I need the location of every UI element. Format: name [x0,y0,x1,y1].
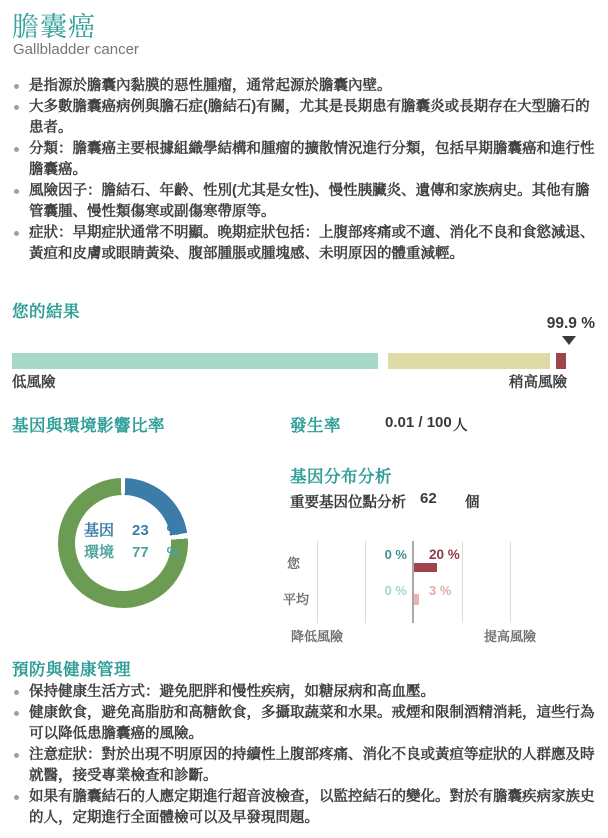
donut-env-row [84,542,180,564]
page-subtitle: Gallbladder cancer [13,41,139,58]
intro-bullet-list [12,76,596,265]
donut-gene-row [84,520,180,542]
loci-label: 重要基因位點分析 [290,495,406,511]
risk-bar-marker-segment [556,353,566,369]
avg-decrease-value: 0 % [384,583,407,598]
risk-bar-low-label: 低風險 [12,375,56,391]
results-heading: 您的結果 [12,303,80,321]
prevention-bullet-list [12,682,596,829]
incidence-heading: 發生率 [290,417,341,435]
gene-analysis-heading: 基因分布分析 [290,468,392,486]
gridline [365,541,366,623]
intro-bullet: 分類：膽囊癌主要根據組織學結構和腫瘤的擴散情況進行分類，包括早期膽囊癌和進行性膽囊癌。 [12,139,596,181]
incidence-value: 0.01 / 100 [385,414,452,431]
ratio-heading: 基因與環境影響比率 [12,417,165,435]
intro-bullet: 風險因子：膽結石、年齡、性別(尤其是女性)、慢性胰臟炎、遺傳和家族病史。其他有膽管囊腫、慢性類傷寒或副傷寒帶原等。 [12,181,596,223]
you-increase-value: 20 % [429,547,460,562]
center-gridline [412,541,414,623]
incidence-unit: 人 [453,418,468,434]
env-label: 環境 [84,544,115,561]
row-avg-label: 平均 [283,592,310,607]
prevention-bullet: 如果有膽囊結石的人應定期進行超音波檢查，以監控結石的變化。對於有膽囊疾病家族史的人，定期進行全面體檢可以及早發現問題。 [12,787,596,829]
prevention-heading: 預防與健康管理 [12,661,131,679]
risk-comparison-chart [283,538,538,646]
risk-bar-low-segment [12,353,378,369]
risk-marker-value: 99.9 % [546,315,595,332]
intro-bullet: 大多數膽囊癌病例與膽石症(膽結石)有關，尤其是長期患有膽囊炎或長期存在大型膽石的患者。 [12,97,596,139]
loci-count: 62 [420,490,437,507]
gridline [510,541,511,623]
axis-left-label: 降低風險 [291,629,344,644]
env-percent-sign: % [166,544,180,561]
gene-environment-donut-chart [58,478,188,608]
intro-bullet: 是指源於膽囊內黏膜的惡性腫瘤，通常起源於膽囊內壁。 [12,76,596,97]
intro-bullet: 症狀：早期症狀通常不明顯。晚期症狀包括：上腹部疼痛或不適、消化不良和食慾減退、黃疸和皮膚或眼睛黃染、腹部腫脹或腫塊感、未明原因的體重減輕。 [12,223,596,265]
prevention-bullet: 保持健康生活方式：避免肥胖和慢性疾病，如糖尿病和高血壓。 [12,682,596,703]
page-title: 膽囊癌 [12,12,96,42]
risk-bar [12,353,566,369]
gridline [317,541,318,623]
risk-bar-high-label: 稍高風險 [509,375,567,391]
axis-right-label: 提高風險 [484,629,537,644]
row-you-label: 您 [287,556,301,571]
env-value: 77 [131,544,149,561]
avg-increase-value: 3 % [429,583,452,598]
risk-marker-triangle-icon [562,336,576,345]
gene-percent-sign: % [166,522,180,539]
donut-center-legend [84,520,180,564]
you-decrease-value: 0 % [384,547,407,562]
loci-unit: 個 [465,495,480,511]
risk-bar-high-segment [388,353,550,369]
you-bar [414,563,437,572]
prevention-bullet: 健康飲食，避免高脂肪和高糖飲食，多攝取蔬菜和水果。戒煙和限制酒精消耗，這些行為可以降低患膽囊癌的風險。 [12,703,596,745]
gene-label: 基因 [84,522,115,539]
avg-bar [414,594,419,605]
gridline [462,541,463,623]
gene-value: 23 [131,522,149,539]
prevention-bullet: 注意症狀：對於出現不明原因的持續性上腹部疼痛、消化不良或黃疸等症狀的人群應及時就醫，接受專業檢查和診斷。 [12,745,596,787]
